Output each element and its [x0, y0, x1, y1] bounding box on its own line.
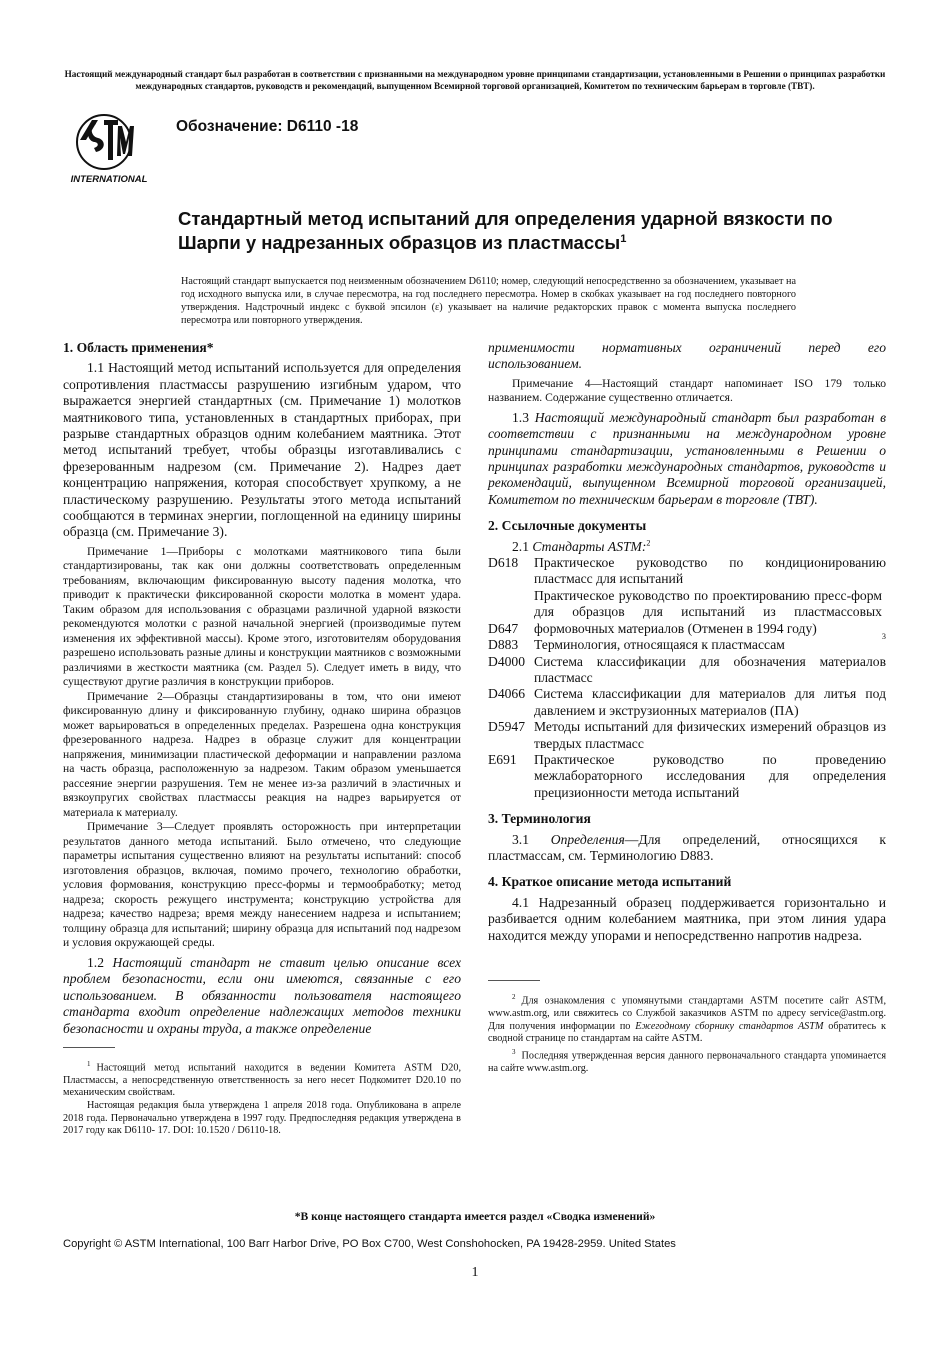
paragraph-1-2 [63, 955, 461, 1037]
international-standard-notice: Настоящий международный стандарт был разработан в соответствии с признанными на международном уровне принципами стандартизации, установленными в Решении о принципах разработки международных стандартов, руководств и рекомендаций, выпущенном Всемирной торговой организацией, Комитетом по техническим барьерам в торговле (ТВТ). [64, 69, 886, 91]
paragraph-3-1-term: Определения [550, 831, 625, 847]
reference-title: Практическое руководство по кондиционированию пластмасс для испытаний [534, 555, 886, 587]
reference-code: D883 [488, 637, 519, 653]
reference-item [488, 555, 886, 588]
paragraph-4-1: 4.1 Надрезанный образец поддерживается горизонтально и разбивается одним колебанием маятника, при этом линия удара находится между упорами и непосредственно напротив надреза. [488, 894, 886, 943]
paragraph-1-3 [488, 410, 886, 508]
section-3-heading: 3. Терминология [488, 811, 591, 827]
paragraph-1-2-text: Настоящий стандарт не ставит целью описание всех проблем безопасности, если они имеются, связанные с его использованием. В обязанности пользователя настоящего стандарта входит определение надлежащих методов техники безопасности и охраны труда, а также определение [63, 954, 461, 1036]
paragraph-2-1-text: Стандарты ASTM: [532, 538, 647, 554]
paragraph-1-2-continued: применимости нормативных ограничений перед его использованием. [488, 340, 886, 372]
paragraph-3-1 [488, 832, 886, 865]
reference-item [488, 686, 886, 719]
left-column [63, 340, 461, 1138]
footnote-1a [63, 1058, 461, 1100]
reference-title: Система классификации для обозначения материалов пластмасс [534, 653, 886, 685]
designation: Обозначение: D6110 -18 [176, 118, 359, 135]
paragraph-1-1: 1.1 Настоящий метод испытаний используется для определения сопротивления пластмассы разрушению изгибным ударом, что выражается энергией стандартных (см. Примечание 1) молотков маятникового типа, установленных в стандартных приборах, при разрыве стандартных образцов одним колебанием маятника. Этот метод испытаний требует, чтобы образцы изготавливались с фрезерованным надрезом (см. Примечание 2). Надрез дает концентрацию напряжения, которая способствует хрупкому, а не пластическому разрушению. Результаты этого метода испытаний сообщаются в терминах энергии, поглощенной на единицу ширины образца (см. Примечание 3). [63, 360, 461, 540]
reference-code: D647 [488, 620, 519, 636]
note-1: Примечание 1—Приборы с молотками маятникового типа были стандартизированы, так как они должны соответствовать определенным требованиям, включающим фиксированную высоту падения молотка, что приводит к практически фиксированной скорости молотка в момент удара. Таким образом для использования с образцами различной ударной вязкости рекомендуются молотки с разной начальной энергией (производимые путем изменения их эффективной массы). Кроме этого, изготовителям оборудования разрешено использовать разные длины и конструкции маятников с возможными различиями в жесткости маятника (см. Раздел 5). Следует иметь в виду, что существуют другие различия в конструкции приборов. [63, 544, 461, 689]
footnote-2 [488, 991, 886, 1046]
note-4: Примечание 4—Настоящий стандарт напоминает ISO 179 только названием. Содержание существенно отличается. [488, 376, 886, 405]
note-3: Примечание 3—Следует проявлять осторожность при интерпретации результатов данного метода испытаний. Было отмечено, что следующие параметры испытания существенно влияют на результаты испытаний: способ изготовления образцов, включая, помимо прочего, технологию обработки, условия формования, конструкцию пресс-формы и термообработку; метод надреза; скорость режущего инструмента; конструкцию устройства для надреза; качество надреза; время между нанесением надреза и испытанием; толщину образца для испытаний; ширину образца для испытаний под надрезом и условия окружающей среды. [63, 820, 461, 950]
page-number: 1 [471, 1265, 479, 1280]
paragraph-1-3-number: 1.3 [512, 409, 535, 425]
copyright: Copyright © ASTM International, 100 Barr Harbor Drive, PO Box C700, West Conshohocken, PA 19428-2959. United States [63, 1238, 676, 1250]
reference-item [488, 637, 886, 653]
reference-code: D618 [488, 555, 519, 571]
logo-caption: INTERNATIONAL [70, 174, 148, 185]
footnote-1a-text: Настоящий метод испытаний находится в ведении Комитета ASTM D20, Пластмассы, а непосредственную ответственность за него несет Подкомитет D20.10 по механическим свойствам. [63, 1062, 461, 1099]
footnote-3-mark: 3 [512, 1047, 516, 1056]
reference-code: D4000 [488, 653, 526, 669]
paragraph-2-1-footnote-mark: 2 [646, 538, 651, 548]
footnote-2-text-italic: Ежегодному сборнику стандартов ASTM [635, 1020, 824, 1032]
reference-item [488, 719, 886, 752]
summary-of-changes-note: *В конце настоящего стандарта имеется раздел «Сводка изменений» [294, 1210, 656, 1223]
paragraph-2-1-number: 2.1 [512, 538, 533, 554]
reference-title: Практическое руководство по проектированию пресс-форм для образцов для испытаний из пластмассовых формовочных материалов (Отменен в 1994 году) [534, 587, 882, 636]
footnote-2-text-b: обратитесь к сводной странице по стандартам на сайте ASTM. [488, 1020, 886, 1045]
section-1-heading: 1. Область применения* [63, 340, 214, 355]
reference-code: D5947 [488, 719, 526, 735]
title-text: Стандартный метод испытаний для определения ударной вязкости по Шарпи у надрезанных образцов из пластмассы [178, 208, 833, 253]
right-column [488, 340, 886, 1075]
paragraph-1-3-text: Настоящий международный стандарт был разработан в соответствии с признанными на международном уровне принципами стандартизации, установленными в Решении о принципах разработки международных стандартов, руководств и рекомендаций, выпущенном Всемирной торговой организацией, Комитетом по техническим барьерам в торговле (ТВТ). [488, 409, 887, 507]
footnote-3 [488, 1046, 886, 1076]
section-4-heading: 4. Краткое описание метода испытаний [488, 874, 732, 890]
footnote-1b: Настоящая редакция была утверждена 1 апреля 2018 года. Опубликована в апреле 2018 года. Первоначально утверждена в 1997 году. Предпоследняя редакция утверждена в 2017 году как D6110- 17. DOI: 10.1520 / D6110-18. [63, 1100, 461, 1137]
document-title [178, 207, 868, 255]
paragraph-3-1-number: 3.1 [512, 831, 551, 847]
paragraph-2-1 [488, 539, 886, 555]
footnote-2-text-a: Для ознакомления с упомянутыми стандартами ASTM посетите сайт ASTM, www.astm.org, или свяжитесь со Службой заказчиков ASTM по адресу service@astm.org. Для получения информации по [488, 995, 886, 1032]
paragraph-3-1-text: —Для определений, относящихся к пластмассам, см. Терминологию D883. [488, 831, 886, 863]
section-2-heading: 2. Ссылочные документы [488, 518, 647, 534]
reference-title: Практическое руководство по проведению межлабораторного исследования для определения прецизионности метода испытаний [534, 751, 886, 800]
reference-item: D647 Практическое руководство по проектированию пресс-форм для образцов для испытаний из пластмассовых формовочных материалов (Отменен в 1994 году) 3 [488, 587, 886, 642]
referenced-documents-list [488, 555, 886, 801]
paragraph-1-2-number: 1.2 [87, 954, 113, 970]
reference-code: D4066 [488, 686, 526, 702]
title-footnote-mark: 1 [620, 232, 627, 245]
reference-title: Система классификации для материалов для литья под давлением и экструзионных материалов (ПА) [534, 686, 886, 718]
reference-title: Терминология, относящаяся к пластмассам [534, 637, 785, 653]
astm-logo-icon [66, 112, 152, 188]
footnote-3-text: Последняя утвержденная версия данного первоначального стандарта упоминается на сайте www.astm.org. [488, 1050, 886, 1074]
issuance-statement: Настоящий стандарт выпускается под неизменным обозначением D6110; номер, следующий непосредственно за обозначением, указывает на год исходного выпуска или, в случае пересмотра, на год последнего пересмотра. Номер в скобках указывает на год последнего повторного утверждения. Надстрочный индекс с буквой эпсилон (ε) указывает на наличие редакторских правок с момента выпуска последнего пересмотра или повторного утверждения. [181, 276, 796, 326]
reference-item [488, 752, 886, 801]
footnote-1-mark: 1 [87, 1059, 91, 1068]
note-2: Примечание 2—Образцы стандартизированы в том, что они имеют фиксированную длину и фиксированную глубину, однако ширина образцов может варьироваться в определенных пределах. Разрешена одна конструкция фрезерованного надреза. Надрез в образце служит для концентрации напряжения, минимизации пластической деформации и направлении разлома на часть образца, расположенную за надрезом. Таким образом уменьшается рассеяние энергии разрушения. Тем не менее из-за различий в эластичных и вязкоупругих свойствах пластмассы реакция на надрез варьируется от материала к материалу. [63, 689, 461, 819]
reference-code: E691 [488, 751, 517, 767]
reference-item [488, 654, 886, 687]
footnote-2-mark: 2 [512, 993, 516, 1001]
reference-title: Методы испытаний для физических измерений образцов из твердых пластмасс [534, 719, 886, 751]
